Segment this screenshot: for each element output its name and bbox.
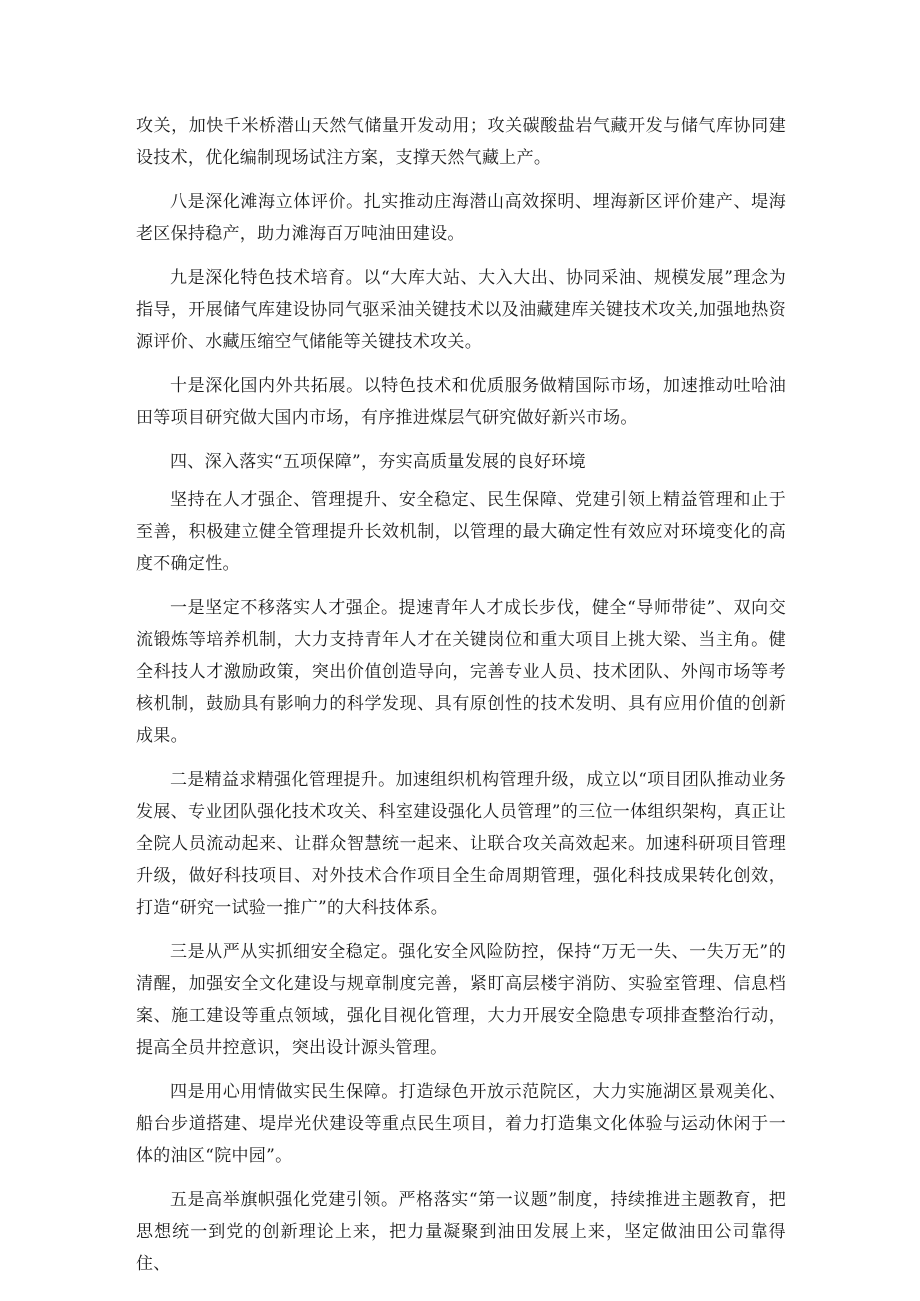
paragraph-item-one: 一是坚定不移落实人才强企。提速青年人才成长步伐，健全“导师带徒”、双向交流锻炼等培养机制，大力支持青年人才在关键岗位和重大项目上挑大梁、当主角。健全科技人才激励政策，突出价值创造导向，完善专业人员、技术团队、外闯市场等考核机制，鼓励具有影响力的科学发现、具有原创性的技术发明、具有应用价值的创新成果。	[136, 598, 786, 746]
paragraph-item-nine: 九是深化特色技术培育。以“大库大站、大入大出、协同采油、规模发展”理念为指导，开展储气库建设协同气驱采油关键技术以及油藏建库关键技术攻关,加强地热资源评价、水藏压缩空气储能等关键技术攻关。	[136, 268, 786, 352]
paragraph-item-eight: 八是深化滩海立体评价。扎实推动庄海潜山高效探明、埋海新区评价建产、堤海老区保持稳产，助力滩海百万吨油田建设。	[136, 192, 786, 244]
paragraph-item-four: 四是用心用情做实民生保障。打造绿色开放示范院区，大力实施湖区景观美化、船台步道搭建、堤岸光伏建设等重点民生项目，着力打造集文化体验与运动休闲于一体的油区“院中园”。	[136, 1082, 786, 1166]
paragraph-continuation: 攻关，加快千米桥潜山天然气储量开发动用；攻关碳酸盐岩气藏开发与储气库协同建设技术，优化编制现场试注方案，支撑天然气藏上产。	[136, 116, 786, 168]
document-body	[136, 110, 786, 1292]
paragraph-section-intro: 坚持在人才强企、管理提升、安全稳定、民生保障、党建引领上精益管理和止于至善，积极建立健全管理提升长效机制，以管理的最大确定性有效应对环境变化的高度不确定性。	[136, 490, 786, 574]
paragraph-item-three: 三是从严从实抓细安全稳定。强化安全风险防控，保持“万无一失、一失万无”的清醒，加强安全文化建设与规章制度完善，紧盯高层楼宇消防、实验室管理、信息档案、施工建设等重点领域，强化目视化管理，大力开展安全隐患专项排查整治行动，提高全员井控意识，突出设计源头管理。	[136, 942, 786, 1058]
paragraph-item-five: 五是高举旗帜强化党建引领。严格落实“第一议题”制度，持续推进主题教育，把思想统一到党的创新理论上来，把力量凝聚到油田发展上来，坚定做油田公司靠得住、	[136, 1190, 786, 1274]
paragraph-item-ten: 十是深化国内外共拓展。以特色技术和优质服务做精国际市场，加速推动吐哈油田等项目研究做大国内市场，有序推进煤层气研究做好新兴市场。	[136, 376, 786, 428]
paragraph-item-two: 二是精益求精强化管理提升。加速组织机构管理升级，成立以“项目团队推动业务发展、专业团队强化技术攻关、科室建设强化人员管理”的三位一体组织架构，真正让全院人员流动起来、让群众智慧统一起来、让联合攻关高效起来。加速科研项目管理升级，做好科技项目、对外技术合作项目全生命周期管理，强化科技成果转化创效，打造“研究一试验一推广”的大科技体系。	[136, 770, 786, 918]
section-heading-four: 四、深入落实“五项保障”，夯实高质量发展的良好环境	[170, 452, 586, 472]
